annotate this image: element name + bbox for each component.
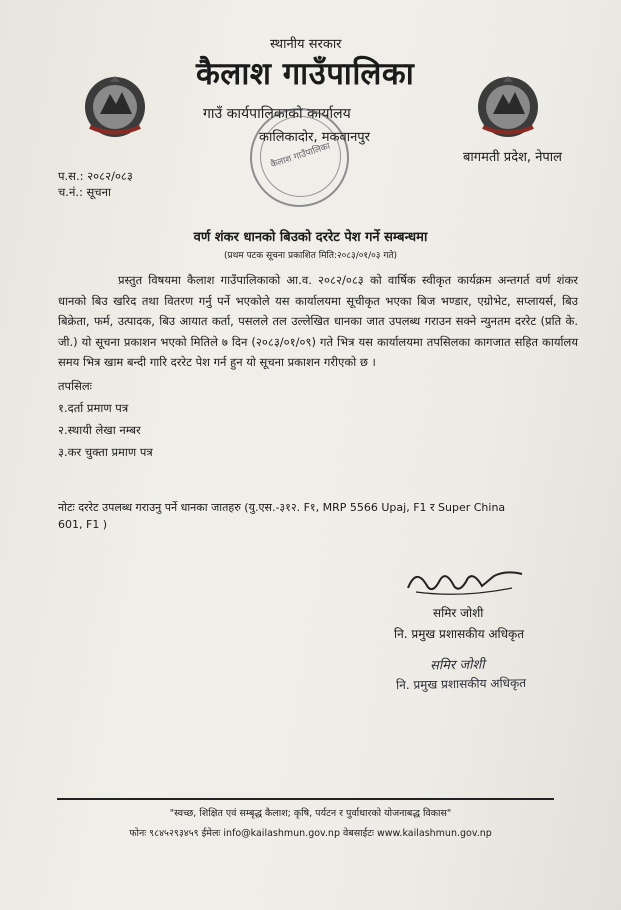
stamp-text: कैलाश गाउँपालिका bbox=[269, 141, 332, 171]
footer-divider bbox=[57, 798, 554, 800]
list-item: ३.कर चुक्ता प्रमाण पत्र bbox=[58, 445, 153, 459]
nepal-emblem-left-icon bbox=[80, 72, 150, 142]
footer-motto: "स्वच्छ, शिक्षित एवं सम्बृद्ध कैलाश; कृषि, पर्यटन र पुर्वाधारको योजनाबद्ध विकास" bbox=[169, 808, 452, 819]
office-address: कालिकादोर, मकवानपुर bbox=[259, 130, 371, 145]
variety-note-line2: 601, F1 ) bbox=[58, 518, 108, 531]
fiscal-year: प.स.: २०८२/०८३ bbox=[58, 169, 133, 183]
reference-number: च.नं.: सूचना bbox=[58, 185, 111, 199]
designation-stamp: नि. प्रमुख प्रशासकीय अधिकृत bbox=[395, 675, 527, 693]
municipality-title: कैलाश गाउँपालिका bbox=[196, 56, 415, 92]
list-item: २.स्थायी लेखा नम्बर bbox=[58, 423, 141, 437]
name-stamp: समिर जोशी bbox=[429, 657, 485, 674]
body-paragraph: प्रस्तुत विषयमा कैलाश गाउँपालिकाको आ.व. २०८२/०८३ को वार्षिक स्वीकृत कार्यक्रम अन्तगर्त वर्ण शंकर धानको बिउ खरिद तथा वितरण गर्नु पर्ने भएकोले यस कार्यालयमा सूचीकृत भएका बिज भण्डार, एग्रोभेट, सप्लायर्स, बिउ बिक्रेता, फर्म, उत्पादक, बिउ आयात कर्ता, पसलले तल उल्लेखित धानका जात उपलब्ध गराउन सक्ने न्युनतम दररेट (प्रति के. जी.) यो सूचना प्रकाशन भएको मितिले ७ दिन (२०८३/०१/०९) गते भित्र यस कार्यालयमा तपसिलका कागजात सहित कार्यालय समय भित्र खाम बन्दी गारि दररेट पेश गर्न हुन यो सूचना प्रकाशन गरीएको छ । bbox=[58, 273, 578, 369]
header-top-line: स्थानीय सरकार bbox=[270, 37, 342, 52]
notice-body bbox=[58, 270, 578, 373]
province-name: बागमती प्रदेश, नेपाल bbox=[463, 150, 562, 165]
variety-note-line1: नोटः दररेट उपलब्ध गराउनु पर्ने धानका जातहरु (यु.एस.-३१२. F१, MRP 5566 Upaj, F1 र Super China bbox=[58, 501, 506, 514]
signatory-designation: नि. प्रमुख प्रशासकीय अधिकृत bbox=[394, 627, 525, 641]
list-heading: तपसिलः bbox=[58, 379, 92, 393]
list-item: १.दर्ता प्रमाण पत्र bbox=[58, 401, 129, 415]
notice-subject: वर्ण शंकर धानको बिउको दररेट पेश गर्ने सम्बन्धमा bbox=[193, 230, 428, 245]
document-list bbox=[58, 375, 153, 463]
signature-icon bbox=[402, 566, 527, 602]
office-stamp bbox=[250, 108, 349, 207]
publish-date: (प्रथम पटक सूचना प्रकाशित मिति:२०८३/०१/०३ गते) bbox=[223, 251, 398, 261]
footer-contact: फोनः ९८४५२९३४५९ ईमेलः info@kailashmun.gov.np वेबसाईटः www.kailashmun.gov.np bbox=[129, 828, 492, 839]
nepal-emblem-right-icon bbox=[473, 72, 543, 142]
signatory-name: समिर जोशी bbox=[433, 606, 484, 620]
office-name: गाउँ कार्यपालिकाको कार्यालय bbox=[203, 106, 351, 122]
